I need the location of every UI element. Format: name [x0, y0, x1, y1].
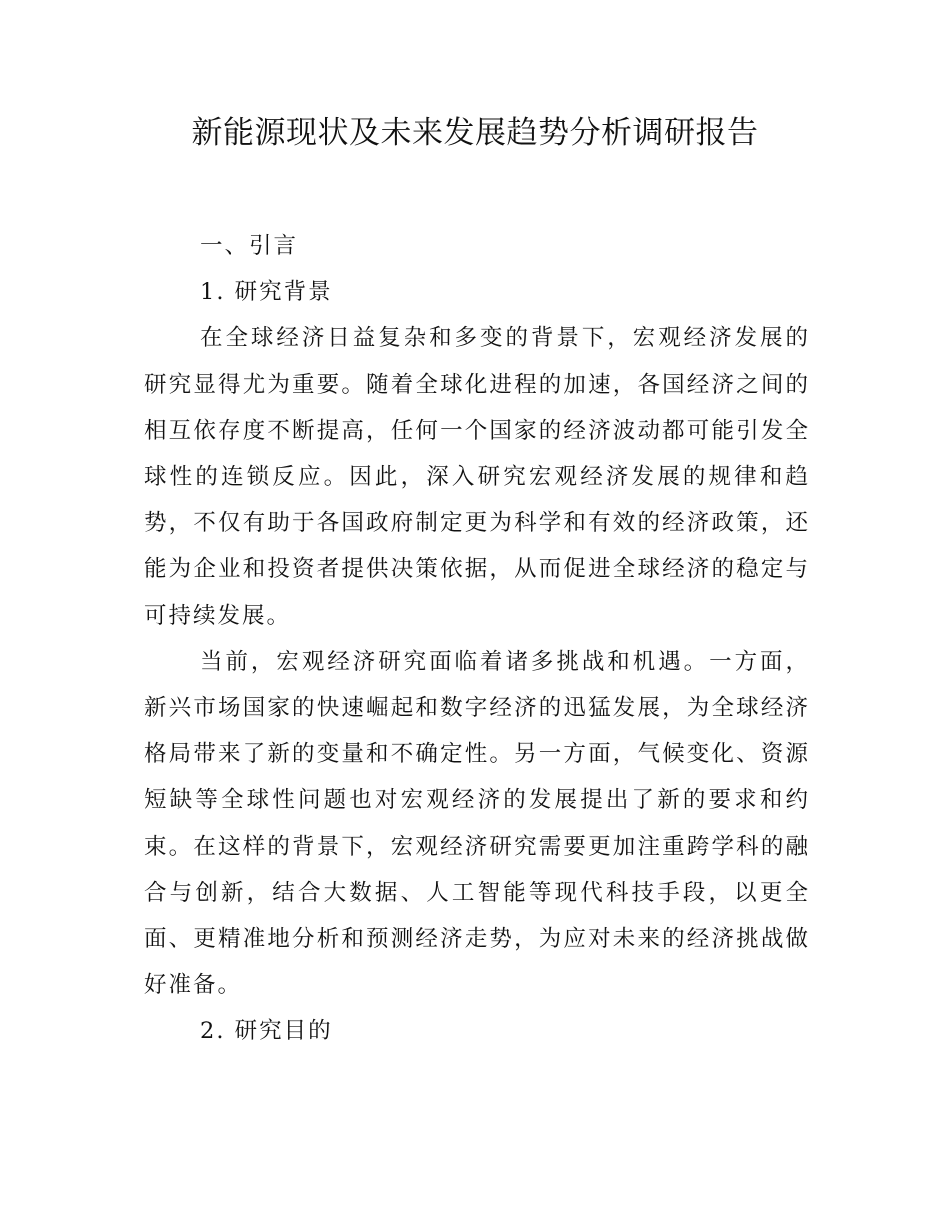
subsection-heading-research-background: 1. 研究背景	[200, 279, 333, 306]
document-body	[144, 223, 810, 1055]
paragraph-research-background-2: 当前，宏观经济研究面临着诸多挑战和机遇。一方面，新兴市场国家的快速崛起和数字经济的迅猛发展，为全球经济格局带来了新的变量和不确定性。另一方面，气候变化、资源短缺等全球性问题也对宏观经济的发展提出了新的要求和约束。在这样的背景下，宏观经济研究需要更加注重跨学科的融合与创新，结合大数据、人工智能等现代科技手段，以更全面、更精准地分析和预测经济走势，为应对未来的经济挑战做好准备。	[144, 648, 810, 999]
paragraph-research-background-1: 在全球经济日益复杂和多变的背景下，宏观经济发展的研究显得尤为重要。随着全球化进程的加速，各国经济之间的相互依存度不断提高，任何一个国家的经济波动都可能引发全球性的连锁反应。因此，深入研究宏观经济发展的规律和趋势，不仅有助于各国政府制定更为科学和有效的经济政策，还能为企业和投资者提供决策依据，从而促进全球经济的稳定与可持续发展。	[144, 325, 810, 629]
section-heading-introduction: 一、引言	[200, 233, 299, 259]
subsection-heading-research-purpose: 2. 研究目的	[200, 1018, 333, 1045]
document-title: 新能源现状及未来发展趋势分析调研报告	[191, 115, 759, 151]
